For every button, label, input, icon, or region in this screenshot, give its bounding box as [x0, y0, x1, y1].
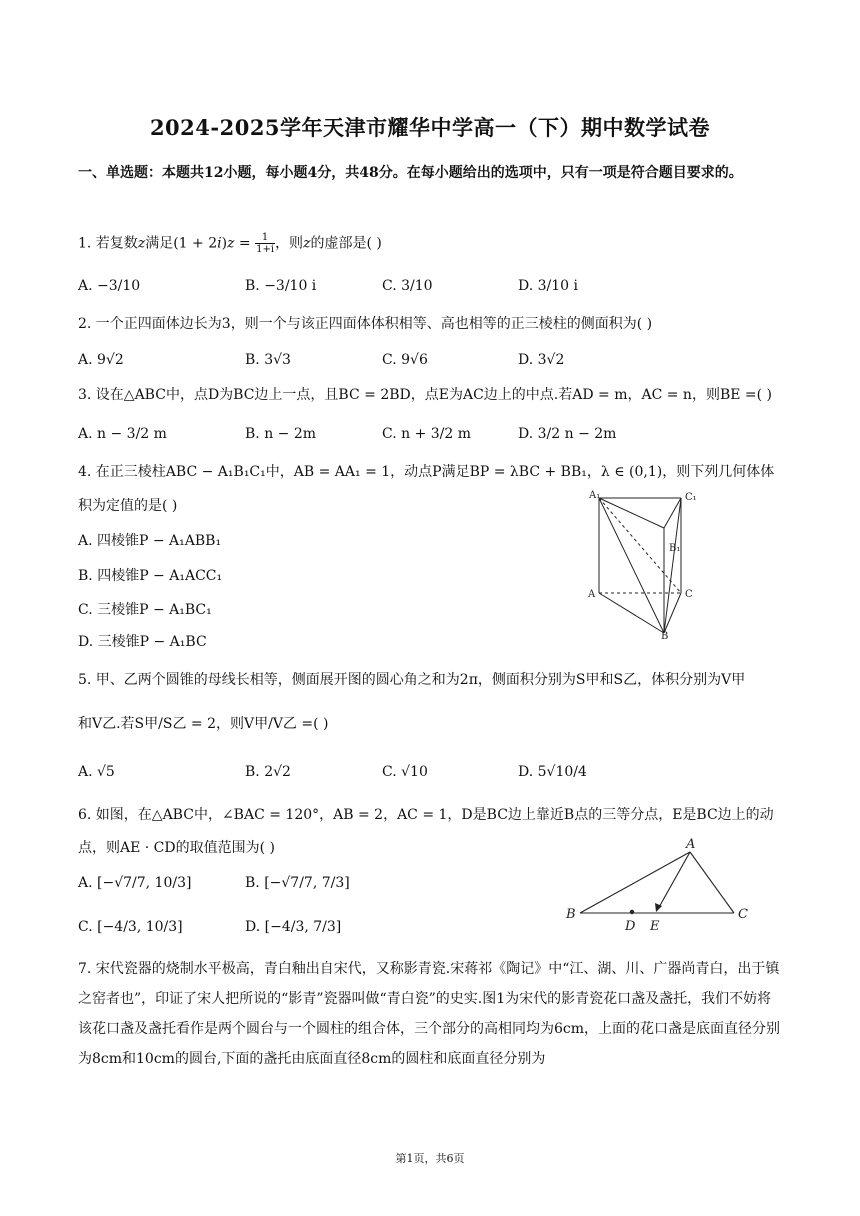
edge-c1b1: [664, 498, 681, 528]
q5-option-d[interactable]: D. 5√10/4: [518, 764, 587, 780]
point-d: [630, 910, 634, 914]
q6-option-b[interactable]: B. [−√7/7, 7/3]: [245, 875, 350, 891]
question-6-line-1: 6. 如图，在△ABC中，∠BAC = 120°，AB = 2，AC = 1，D是BC边上靠近B点的三等分点，E是BC边上的动: [78, 807, 774, 823]
label-b: B: [566, 907, 576, 922]
q3-option-a[interactable]: A. n − 3/2 m: [78, 426, 167, 442]
label-b1: B₁: [669, 543, 681, 554]
q1-var-z: z: [137, 235, 146, 252]
q3-option-b[interactable]: B. n − 2m: [245, 426, 317, 442]
q1-eq: =: [234, 235, 256, 252]
label-a1: A₁: [589, 490, 601, 501]
edge-a1b1: [599, 498, 664, 528]
q1-option-a[interactable]: A. −3/10: [78, 278, 141, 294]
q6-option-d[interactable]: D. [−4/3, 7/3]: [245, 919, 342, 935]
question-7: 7. 宋代瓷器的烧制水平极高，青白釉出自宋代，又称影青瓷.宋蒋祁《陶记》中“江、湖、川、广器尚青白，出于镇之窑者也”，印证了宋人把所说的“影青”瓷器叫做“青白瓷”的史实.图1为宋代的影青瓷花口盏及盏托，我们不妨将该花口盏及盏托看作是两个圆台与一个圆柱的组合体，三个部分的高相同均为6cm，上面的花口盏是底面直径分别为8cm和10cm的圆台,下面的盏托由底面直径8cm的圆柱和底面直径分别为: [78, 961, 781, 1067]
label-a: A: [686, 837, 696, 852]
q1-fraction: [255, 232, 275, 255]
q5-option-c[interactable]: C. √10: [382, 764, 428, 780]
q5-option-a[interactable]: A. √5: [78, 764, 115, 780]
q1-option-d[interactable]: D. 3/10 i: [518, 278, 578, 294]
q1-frac-num: 1: [255, 232, 275, 244]
question-5-line-1: 5. 甲、乙两个圆锥的母线长相等，侧面展开图的圆心角之和为2π，侧面积分别为S甲和S乙，体积分别为V甲: [78, 672, 746, 688]
q2-option-c[interactable]: C. 9√6: [382, 352, 428, 368]
question-3: 3. 设在△ABC中，点D为BC边上一点，且BC = 2BD，点E为AC边上的中点.若AD = m，AC = n，则BE =( ): [78, 387, 773, 403]
page-title: 2024-2025学年天津市耀华中学高一（下）期中数学试卷: [149, 115, 711, 140]
q1-var-i: i: [217, 235, 222, 252]
question-4-line-2: 积为定值的是( ): [78, 498, 178, 514]
page-footer: 第1页，共6页: [395, 1152, 465, 1165]
label-c1: C₁: [685, 492, 697, 503]
q4-option-c[interactable]: C. 三棱锥P − A₁BC₁: [78, 602, 212, 618]
label-c: C: [685, 589, 693, 600]
label-b: B: [661, 631, 669, 640]
q4-option-d[interactable]: D. 三棱锥P − A₁BC: [78, 634, 207, 650]
prism-figure: [585, 488, 710, 640]
q4-option-b[interactable]: B. 四棱锥P − A₁ACC₁: [78, 568, 223, 584]
label-d: D: [625, 919, 636, 934]
q1-text-pre: 1. 若复数: [78, 235, 138, 252]
q1-text-post: ，则: [275, 235, 304, 252]
label-c: C: [738, 907, 748, 922]
q1-frac-den: 1+i: [256, 244, 275, 255]
q2-option-d[interactable]: D. 3√2: [518, 352, 565, 368]
question-2: 2. 一个正四面体边长为3，则一个与该正四面体体积相等、高也相等的正三棱柱的侧面积为( ): [78, 316, 653, 332]
q3-option-c[interactable]: C. n + 3/2 m: [382, 426, 472, 442]
q3-option-d[interactable]: D. 3/2 n − 2m: [518, 426, 617, 442]
q2-option-a[interactable]: A. 9√2: [78, 352, 124, 368]
side-ac: [690, 852, 734, 913]
q1-option-b[interactable]: B. −3/10 i: [245, 278, 317, 294]
q4-option-a[interactable]: A. 四棱锥P − A₁ABB₁: [78, 533, 222, 549]
q6-option-c[interactable]: C. [−4/3, 10/3]: [78, 919, 183, 935]
label-e: E: [650, 919, 660, 934]
q1-option-c[interactable]: C. 3/10: [382, 278, 433, 294]
triangle-figure: [562, 836, 762, 936]
label-a: A: [588, 589, 596, 600]
q1-text-mid: 满足(1 + 2: [145, 235, 218, 252]
q1-var-z2: z: [227, 235, 235, 252]
question-1: [78, 232, 382, 255]
q5-option-b[interactable]: B. 2√2: [245, 764, 291, 780]
question-6-line-2: 点，则AE · CD的取值范围为( ): [78, 840, 275, 856]
q1-text-post2: 的虚部是( ): [310, 235, 382, 252]
question-5-line-2: 和V乙.若S甲/S乙 = 2，则V甲/V乙 =( ): [78, 716, 329, 732]
q1-var-z3: z: [303, 235, 311, 252]
q1-text-mid2: ): [221, 235, 228, 252]
question-4-line-1: 4. 在正三棱柱ABC − A₁B₁C₁中，AB = AA₁ = 1，动点P满足BP = λBC + BB₁，λ ∈ (0,1)，则下列几何体体: [78, 464, 775, 480]
q6-option-a[interactable]: A. [−√7/7, 10/3]: [78, 875, 192, 891]
section-heading: 一、单选题：本题共12小题，每小题4分，共48分。在每小题给出的选项中，只有一项是符合题目要求的。: [78, 165, 743, 181]
q2-option-b[interactable]: B. 3√3: [245, 352, 291, 368]
